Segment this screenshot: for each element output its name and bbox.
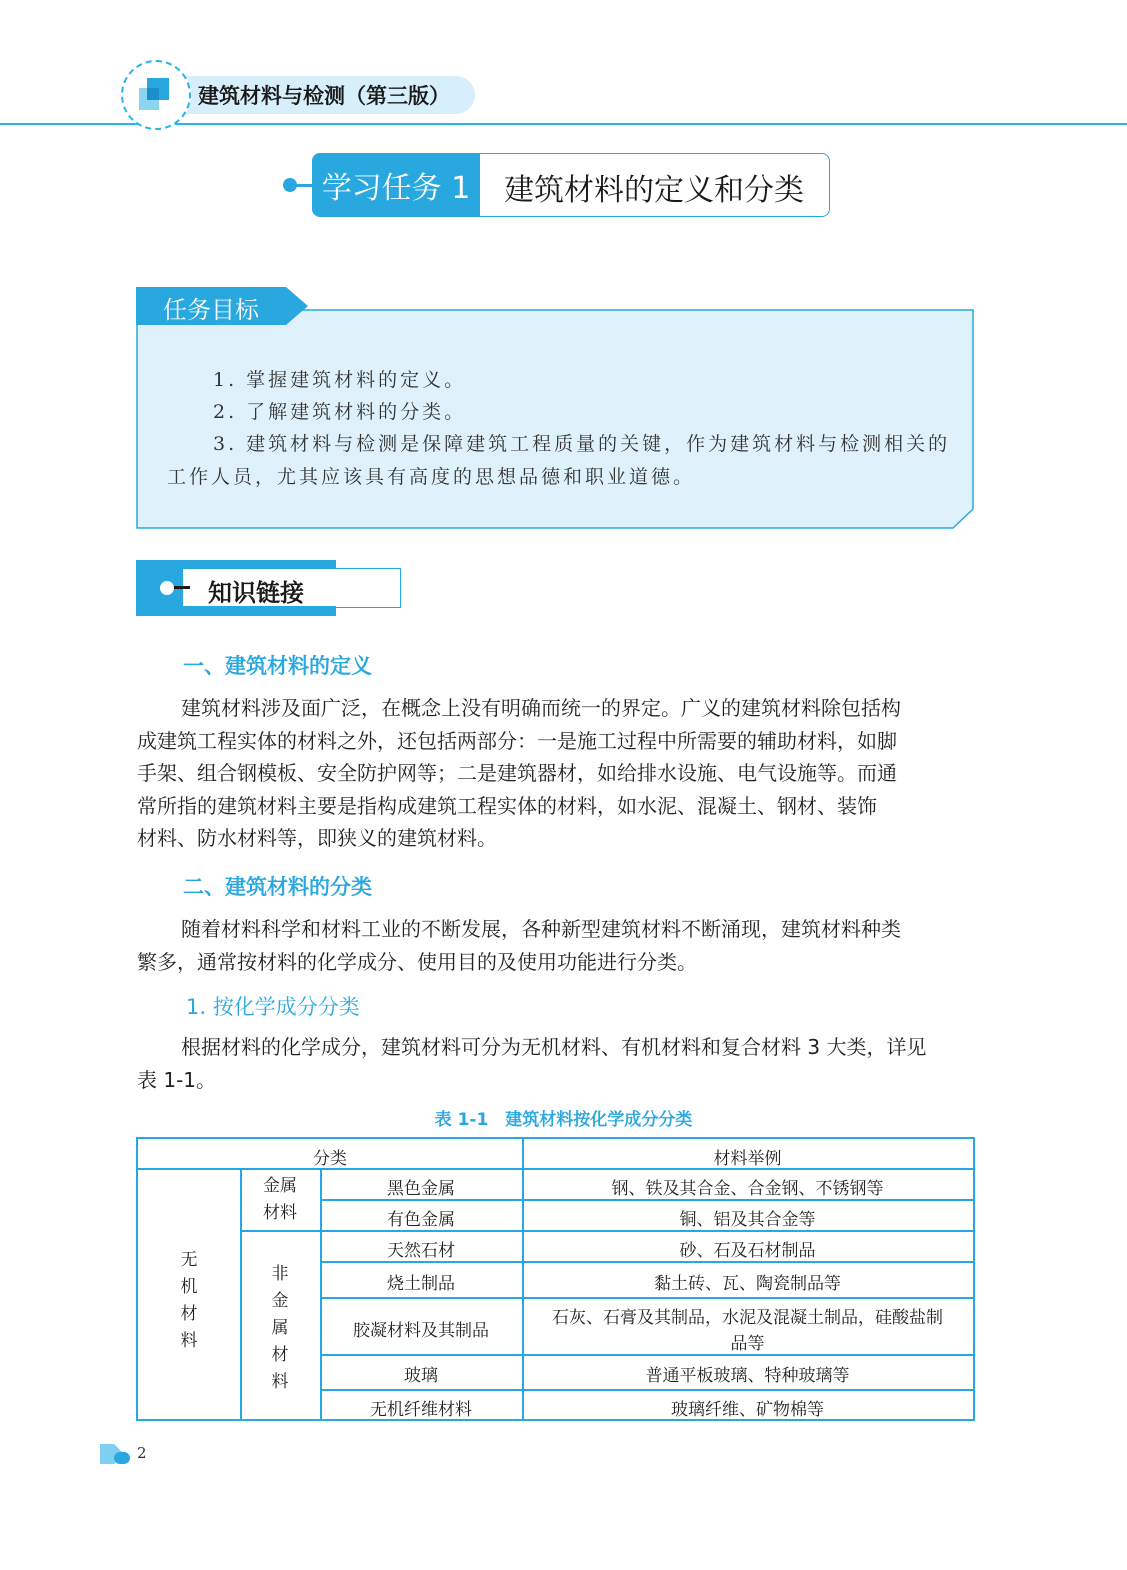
group-metal: 金属材料 [263, 1176, 297, 1223]
goal-item: 1. 掌握建筑材料的定义。 [213, 369, 467, 391]
paragraph-line: 根据材料的化学成分，建筑材料可分为无机材料、有机材料和复合材料 3 大类，详见 [181, 1035, 927, 1059]
paragraph-line: 表 1-1。 [137, 1068, 217, 1092]
classification-table [136, 1137, 975, 1421]
table-cell-example: 黏土砖、瓦、陶瓷制品等 [654, 1274, 841, 1294]
table-cell-type: 玻璃 [404, 1366, 438, 1386]
table-rule [320, 1297, 973, 1299]
table-rule [320, 1354, 973, 1356]
table-header-category: 分类 [313, 1149, 347, 1169]
section-heading: 一、建筑材料的定义 [183, 654, 372, 678]
table-cell-type: 无机纤维材料 [370, 1400, 472, 1420]
group-inorganic: 无机材料 [180, 1250, 198, 1351]
paragraph-line: 建筑材料涉及面广泛，在概念上没有明确而统一的界定。广义的建筑材料除包括构 [181, 696, 901, 720]
page-marker-icon [100, 1444, 132, 1464]
table-caption: 表 1-1 建筑材料按化学成分分类 [434, 1110, 693, 1130]
table-header-examples: 材料举例 [713, 1149, 782, 1169]
task-connector-dot [283, 178, 297, 192]
goal-item: 工作人员，尤其应该具有高度的思想品德和职业道德。 [167, 466, 696, 488]
table-cell-example: 石灰、石膏及其制品，水泥及混凝土制品，硅酸盐制 [552, 1308, 943, 1328]
table-cell-example: 玻璃纤维、矿物棉等 [671, 1400, 824, 1420]
task-title: 建筑材料的定义和分类 [504, 173, 804, 208]
paragraph-line: 常所指的建筑材料主要是指构成建筑工程实体的材料，如水泥、混凝土、钢材、装饰 [137, 794, 877, 818]
book-title: 建筑材料与检测（第三版） [198, 84, 450, 108]
table-rule [320, 1199, 522, 1201]
page-number: 2 [137, 1444, 147, 1462]
table-cell-type: 有色金属 [387, 1210, 455, 1230]
task-label: 学习任务 1 [312, 153, 480, 216]
paragraph-line: 材料、防水材料等，即狭义的建筑材料。 [137, 826, 497, 850]
goals-heading: 任务目标 [163, 296, 259, 324]
paragraph-line: 随着材料科学和材料工业的不断发展，各种新型建筑材料不断涌现，建筑材料种类 [181, 917, 901, 941]
table-rule [320, 1389, 973, 1391]
table-cell-example-cont: 品等 [730, 1334, 765, 1354]
subsection-heading: 1. 按化学成分分类 [186, 995, 360, 1019]
group-nonmetal: 非金属材料 [271, 1264, 289, 1392]
table-cell-example: 砂、石及石材制品 [679, 1241, 816, 1261]
goal-item: 2. 了解建筑材料的分类。 [213, 401, 467, 423]
table-cell-type: 黑色金属 [387, 1179, 455, 1199]
table-cell-example: 钢、铁及其合金、合金钢、不锈钢等 [611, 1179, 884, 1199]
table-cell-type: 胶凝材料及其制品 [353, 1321, 489, 1341]
table-cell-example: 普通平板玻璃、特种玻璃等 [645, 1366, 850, 1386]
table-rule [320, 1261, 973, 1263]
table-cell-example: 铜、铝及其合金等 [679, 1210, 816, 1230]
knowledge-dot [160, 581, 174, 595]
table-rule [240, 1230, 973, 1232]
table-cell-type: 烧土制品 [387, 1274, 455, 1294]
goal-item: 3. 建筑材料与检测是保障建筑工程质量的关键，作为建筑材料与检测相关的 [213, 433, 951, 455]
table-rule [522, 1199, 973, 1201]
book-logo-icon [133, 72, 177, 116]
paragraph-line: 成建筑工程实体的材料之外，还包括两部分：一是施工过程中所需要的辅助材料，如脚 [137, 729, 897, 753]
paragraph-line: 繁多，通常按材料的化学成分、使用目的及使用功能进行分类。 [137, 950, 697, 974]
table-cell-type: 天然石材 [387, 1241, 455, 1261]
section-heading: 二、建筑材料的分类 [183, 875, 372, 899]
paragraph-line: 手架、组合钢模板、安全防护网等；二是建筑器材，如给排水设施、电气设施等。而通 [137, 761, 897, 785]
knowledge-heading: 知识链接 [208, 579, 304, 607]
